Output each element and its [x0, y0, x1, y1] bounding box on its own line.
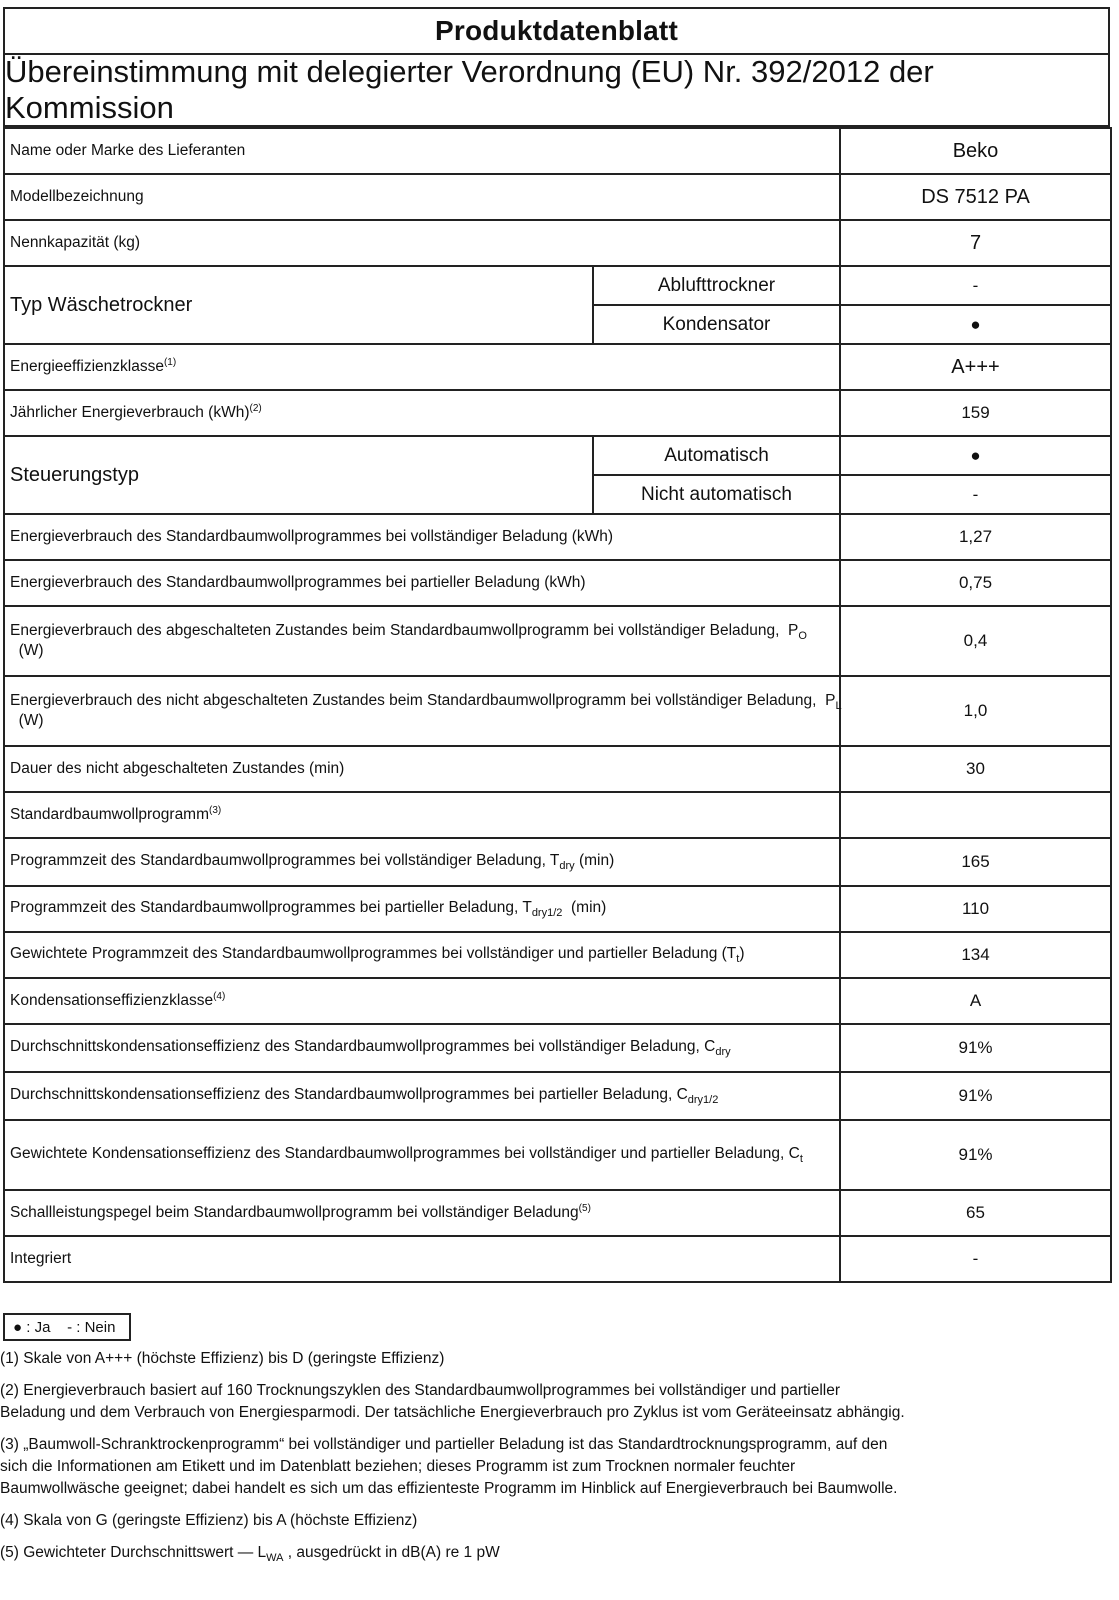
- row-label: Energieverbrauch des abgeschalteten Zustandes beim Standardbaumwollprogramm bei vollständiger Beladung, $P_O$ (W): [4, 606, 840, 676]
- table-row: [4, 1024, 1111, 1072]
- table-row: [4, 1236, 1111, 1282]
- row-label: Energieverbrauch des Standardbaumwollprogrammes bei vollständiger Beladung (kWh): [4, 514, 840, 560]
- table-row: [4, 1072, 1111, 1120]
- option-value: ●: [840, 305, 1111, 344]
- row-value: 1,0: [840, 676, 1111, 746]
- row-label: Energieeffizienzklasse$^{(1)}$: [4, 344, 840, 390]
- table-row: [4, 1120, 1111, 1190]
- legend-no: - : Nein: [67, 1318, 116, 1336]
- option-label: Automatisch: [593, 436, 840, 475]
- table-row: [4, 838, 1111, 886]
- row-value: 91%: [840, 1120, 1111, 1190]
- row-value: 1,27: [840, 514, 1111, 560]
- row-label: Typ Wäschetrockner: [4, 266, 593, 344]
- table-row: [4, 606, 1111, 676]
- table-row: [4, 792, 1111, 838]
- row-value: 91%: [840, 1024, 1111, 1072]
- footnotes: [0, 1348, 1110, 1579]
- row-value: 0,4: [840, 606, 1111, 676]
- row-label: Programmzeit des Standardbaumwollprogrammes bei partieller Beladung, $T_{dry1/2}$ (min): [4, 886, 840, 932]
- row-label: Integriert: [4, 1236, 840, 1282]
- table-row: [4, 266, 1111, 305]
- table-row: [4, 436, 1111, 475]
- option-label: Kondensator: [593, 305, 840, 344]
- row-label: Dauer des nicht abgeschalteten Zustandes (min): [4, 746, 840, 792]
- row-value: 134: [840, 932, 1111, 978]
- row-label: Name oder Marke des Lieferanten: [4, 128, 840, 174]
- sheet-title: Produktdatenblatt: [3, 7, 1110, 55]
- footnote-4: (4) Skala von G (geringste Effizienz) bis A (höchste Effizienz): [0, 1512, 418, 1529]
- table-row: [4, 514, 1111, 560]
- row-label: Gewichtete Kondensationseffizienz des Standardbaumwollprogrammes bei vollständiger und partieller Beladung, $C_t$: [4, 1120, 840, 1190]
- row-value: 30: [840, 746, 1111, 792]
- option-value: -: [840, 266, 1111, 305]
- option-label: Ablufttrockner: [593, 266, 840, 305]
- table-row: [4, 344, 1111, 390]
- table-row: [4, 390, 1111, 436]
- row-value: 65: [840, 1190, 1111, 1236]
- row-value: A+++: [840, 344, 1111, 390]
- option-value: -: [840, 475, 1111, 514]
- footnote-1: (1) Skale von A+++ (höchste Effizienz) bis D (geringste Effizienz): [0, 1350, 445, 1367]
- row-value: DS 7512 PA: [840, 174, 1111, 220]
- row-label: Modellbezeichnung: [4, 174, 840, 220]
- option-label: Nicht automatisch: [593, 475, 840, 514]
- row-value: 91%: [840, 1072, 1111, 1120]
- row-value: 110: [840, 886, 1111, 932]
- row-label: Kondensationseffizienzklasse$^{(4)}$: [4, 978, 840, 1024]
- product-data-sheet: [3, 7, 1110, 1283]
- row-label: Gewichtete Programmzeit des Standardbaumwollprogrammes bei vollständiger und partieller Beladung $(T_t)$: [4, 932, 840, 978]
- table-row: [4, 978, 1111, 1024]
- row-value: A: [840, 978, 1111, 1024]
- footnote-ref: (1): [163, 357, 177, 369]
- table-row: [4, 220, 1111, 266]
- row-label: Nennkapazität (kg): [4, 220, 840, 266]
- table-row: [4, 886, 1111, 932]
- row-value: [840, 792, 1111, 838]
- row-value: -: [840, 1236, 1111, 1282]
- regulation-subtitle: Übereinstimmung mit delegierter Verordnung (EU) Nr. 392/2012 der Kommission: [3, 55, 1110, 127]
- table-row: [4, 932, 1111, 978]
- row-label: Durchschnittskondensationseffizienz des Standardbaumwollprogrammes bei partieller Beladung, $C_{dry1/2}$: [4, 1072, 840, 1120]
- row-value: 0,75: [840, 560, 1111, 606]
- footnote-ref: (5): [578, 1203, 591, 1215]
- row-value: 165: [840, 838, 1111, 886]
- row-value: 7: [840, 220, 1111, 266]
- row-label: Energieverbrauch des nicht abgeschalteten Zustandes beim Standardbaumwollprogramm bei vollständiger Beladung, $P_L$ (W): [4, 676, 840, 746]
- row-label: Energieverbrauch des Standardbaumwollprogrammes bei partieller Beladung (kWh): [4, 560, 840, 606]
- table-row: [4, 746, 1111, 792]
- row-label: Schallleistungspegel beim Standardbaumwollprogramm bei vollständiger Beladung$^{(5)}$: [4, 1190, 840, 1236]
- table-row: [4, 560, 1111, 606]
- footnote-2: (2) Energieverbrauch basiert auf 160 Trocknungszyklen des Standardbaumwollprogrammes bei vollständiger und partieller Beladung und dem Verbrauch von Energiesparmodi. Der tatsächliche Energieverbrauch pro Zyklus ist vom Geräteeinsatz abhängig.: [0, 1382, 905, 1421]
- footnote-ref: (3): [209, 805, 222, 817]
- table-row: [4, 128, 1111, 174]
- footnote-ref: (2): [249, 403, 262, 415]
- table-row: [4, 1190, 1111, 1236]
- product-data-table: [3, 127, 1112, 1283]
- row-value: 159: [840, 390, 1111, 436]
- footnote-5: (5) Gewichteter Durchschnittswert — $L_{WA}$ , ausgedrückt in dB(A) re 1 pW: [0, 1544, 500, 1565]
- table-row: [4, 174, 1111, 220]
- footnote-3: (3) „Baumwoll-Schranktrockenprogramm“ bei vollständiger und partieller Beladung ist das Standardtrocknungsprogramm, auf den sich die Informationen am Etikett und im Datenblatt beziehen; dieses Programm ist zum Trocknen normaler feuchter Baumwollwäsche geeignet; dabei handelt es sich um das effizienteste Programm im Hinblick auf Energieverbrauch bei Baumwolle.: [0, 1436, 898, 1497]
- footnote-ref: (4): [213, 991, 226, 1003]
- row-label: Jährlicher Energieverbrauch (kWh)$^{(2)}$: [4, 390, 840, 436]
- row-label: Programmzeit des Standardbaumwollprogrammes bei vollständiger Beladung, $T_{dry}$ (min): [4, 838, 840, 886]
- row-label: Durchschnittskondensationseffizienz des Standardbaumwollprogrammes bei vollständiger Beladung, $C_{dry}$: [4, 1024, 840, 1072]
- option-value: ●: [840, 436, 1111, 475]
- legend-yes: ● : Ja: [13, 1318, 51, 1336]
- row-value: Beko: [840, 128, 1111, 174]
- row-label: Standardbaumwollprogramm$^{(3)}$: [4, 792, 840, 838]
- table-row: [4, 676, 1111, 746]
- row-label: Steuerungstyp: [4, 436, 593, 514]
- legend-box: [3, 1313, 131, 1341]
